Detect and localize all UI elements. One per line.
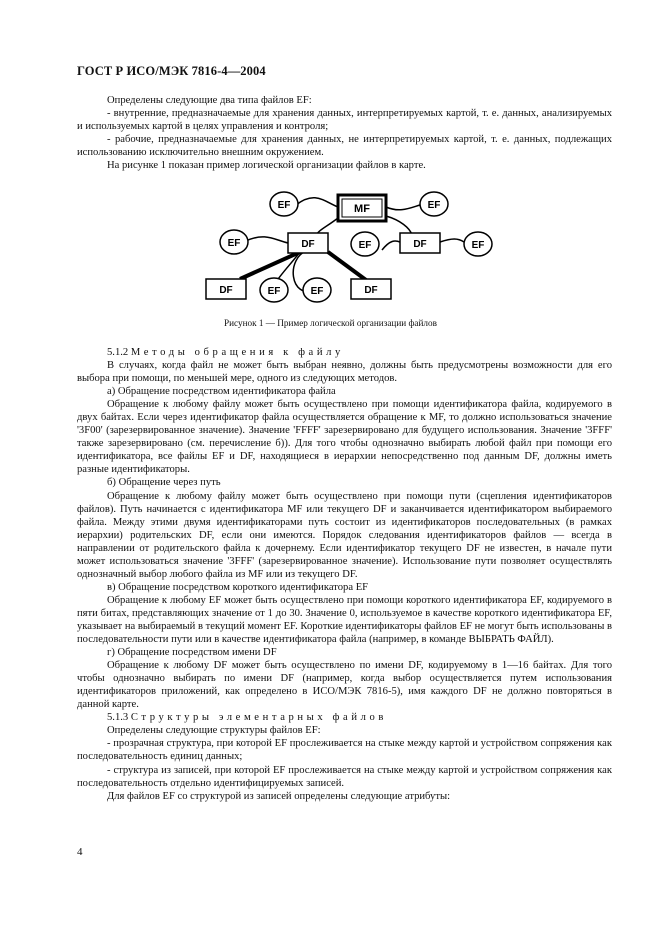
file-organization-diagram (200, 180, 500, 305)
svg-text:EF: EF (358, 240, 372, 251)
paragraph: Обращение к любому EF может быть осуществлено при помощи короткого идентификатора EF, кодируемого в пяти битах, представляющих значение от 1 до 30. Значение 0, используемое в качестве короткого идентификатора EF, указывает на выбираемый в текущий момент EF. Короткие идентификаторы файлов EF не могут быть использованы в последовательности пути или в качестве идентификатора файла (например, в команде ВЫБРАТЬ ФАЙЛ). (77, 594, 612, 646)
link-mf-df-right (386, 216, 412, 235)
subheading: в) Обращение посредством короткого идентификатора EF (107, 581, 369, 593)
link-thick-df-df1 (240, 252, 300, 279)
intro-block (77, 94, 612, 172)
paragraph: Обращение к любому файлу может быть осуществлено при помощи идентификатора файла, кодируемого в двух байтах. Если через идентификатор файла осуществляется обращение к MF, то должно использоваться значение '3F00' (зарезервированное значение). Значение 'FFFF' зарезервировано для будущего использования. Значение '3FFF' также зарезервировано (см. перечисление б)). Для того чтобы однозначно выбирать любой файл при помощи его идентификатора, все файлы EF и DF, находящиеся в иерархии непосредственно под данным DF, должны иметь разные идентификаторы. (77, 399, 612, 476)
document-header: ГОСТ Р ИСО/МЭК 7816-4—2004 (77, 64, 266, 78)
ef-node (351, 232, 379, 256)
svg-text:EF: EF (267, 286, 281, 297)
subheading: г) Обращение посредством имени DF (107, 647, 277, 659)
ef-node (270, 192, 298, 216)
paragraph: Обращение к любому DF может быть осуществлено по имени DF, кодируемому в 1—16 байтах. Для того чтобы однозначно выбирать по имени DF (например, когда выбор осуществляется путем использования идентификаторов приложений, как определено в ИСО/МЭК 7816-5), имя каждого DF не должно повторяться в данной карте. (77, 660, 612, 711)
mf-node (338, 195, 386, 221)
subheading: а) Обращение посредством идентификатора файла (107, 386, 336, 398)
svg-text:EF: EF (277, 200, 291, 211)
ef-node (464, 232, 492, 256)
link-thick-df-df2 (328, 252, 366, 280)
section-number: 5.1.2 (107, 347, 129, 358)
section-number: 5.1.3 (107, 712, 129, 724)
link-ef-df (246, 237, 288, 243)
ef-node (260, 278, 288, 302)
link-df-ef (382, 241, 400, 250)
ef-node (420, 192, 448, 216)
svg-text:EF: EF (427, 200, 441, 211)
link-df-ef-right (440, 239, 464, 242)
svg-text:DF: DF (413, 239, 427, 250)
svg-text:DF: DF (301, 239, 315, 250)
df-node (400, 233, 440, 253)
paragraph: Определены следующие структуры файлов EF: (107, 725, 321, 737)
list-item: - рабочие, предназначаемые для хранения данных, не интерпретируемых картой, т. е. данных, подлежащих использованию исключительно внешним окружением. (77, 134, 612, 159)
svg-text:MF: MF (354, 203, 370, 215)
section-heading (77, 711, 612, 724)
svg-text:EF: EF (471, 240, 485, 251)
svg-text:DF: DF (364, 285, 378, 296)
link-ef-mf (296, 198, 338, 207)
list-item: - прозрачная структура, при которой EF прослеживается на стыке между картой и устройством сопряжения как последовательность единиц данных; (77, 738, 612, 763)
paragraph: В случаях, когда файл не может быть выбран неявно, должны быть предусмотрены возможности для его выбора при помощи, по меньшей мере, одного из следующих методов. (77, 360, 612, 385)
section-title: Методы обращения к файлу (130, 347, 344, 358)
list-item: - внутренние, предназначаемые для хранения данных, интерпретируемых картой, т. е. данных, анализируемых и используемых картой в целях управления и контроля; (77, 108, 612, 133)
ef-node (303, 278, 331, 302)
df-node (288, 233, 328, 253)
paragraph: На рисунке 1 показан пример логической организации файлов в карте. (107, 160, 426, 172)
section-5-1-2 (77, 346, 612, 803)
paragraph: Обращение к любому файлу может быть осуществлено при помощи пути (сцепления идентификаторов файлов). Путь начинается с идентификатора MF или текущего DF и заканчивается идентификатором выбираемого файла. Между этими двумя идентификаторами путь состоит из идентификаторов последовательных (в рамках иерархии) родительских DF, если они имеются. Порядок следования идентификаторов файлов — всегда в направлении от родительского файла к дочернему. Если идентификатор текущего DF не известен, в начале пути может использоваться значение '3FFF' (зарезервированное значение). Использование пути позволяет осуществлять однозначный выбор любого файла из MF или из текущего DF. (77, 490, 612, 580)
ef-node (220, 230, 248, 254)
paragraph: Для файлов EF со структурой из записей определены следующие атрибуты: (107, 790, 451, 802)
svg-text:EF: EF (227, 238, 241, 249)
df-node (351, 279, 391, 299)
link-mf-ef (386, 205, 420, 210)
df-node (206, 279, 246, 299)
figure-caption: Рисунок 1 — Пример логической организации файлов (224, 318, 437, 328)
paragraph: Определены следующие два типа файлов EF: (107, 95, 312, 106)
section-heading (77, 346, 612, 359)
svg-text:EF: EF (310, 286, 324, 297)
svg-text:DF: DF (219, 285, 233, 296)
list-item: - структура из записей, при которой EF прослеживается на стыке между картой и устройством сопряжения как последовательность отдельно идентифицируемых записей. (77, 764, 612, 789)
subheading: б) Обращение через путь (107, 477, 221, 489)
page-number: 4 (77, 846, 83, 858)
section-title: Структуры элементарных файлов (130, 712, 387, 724)
